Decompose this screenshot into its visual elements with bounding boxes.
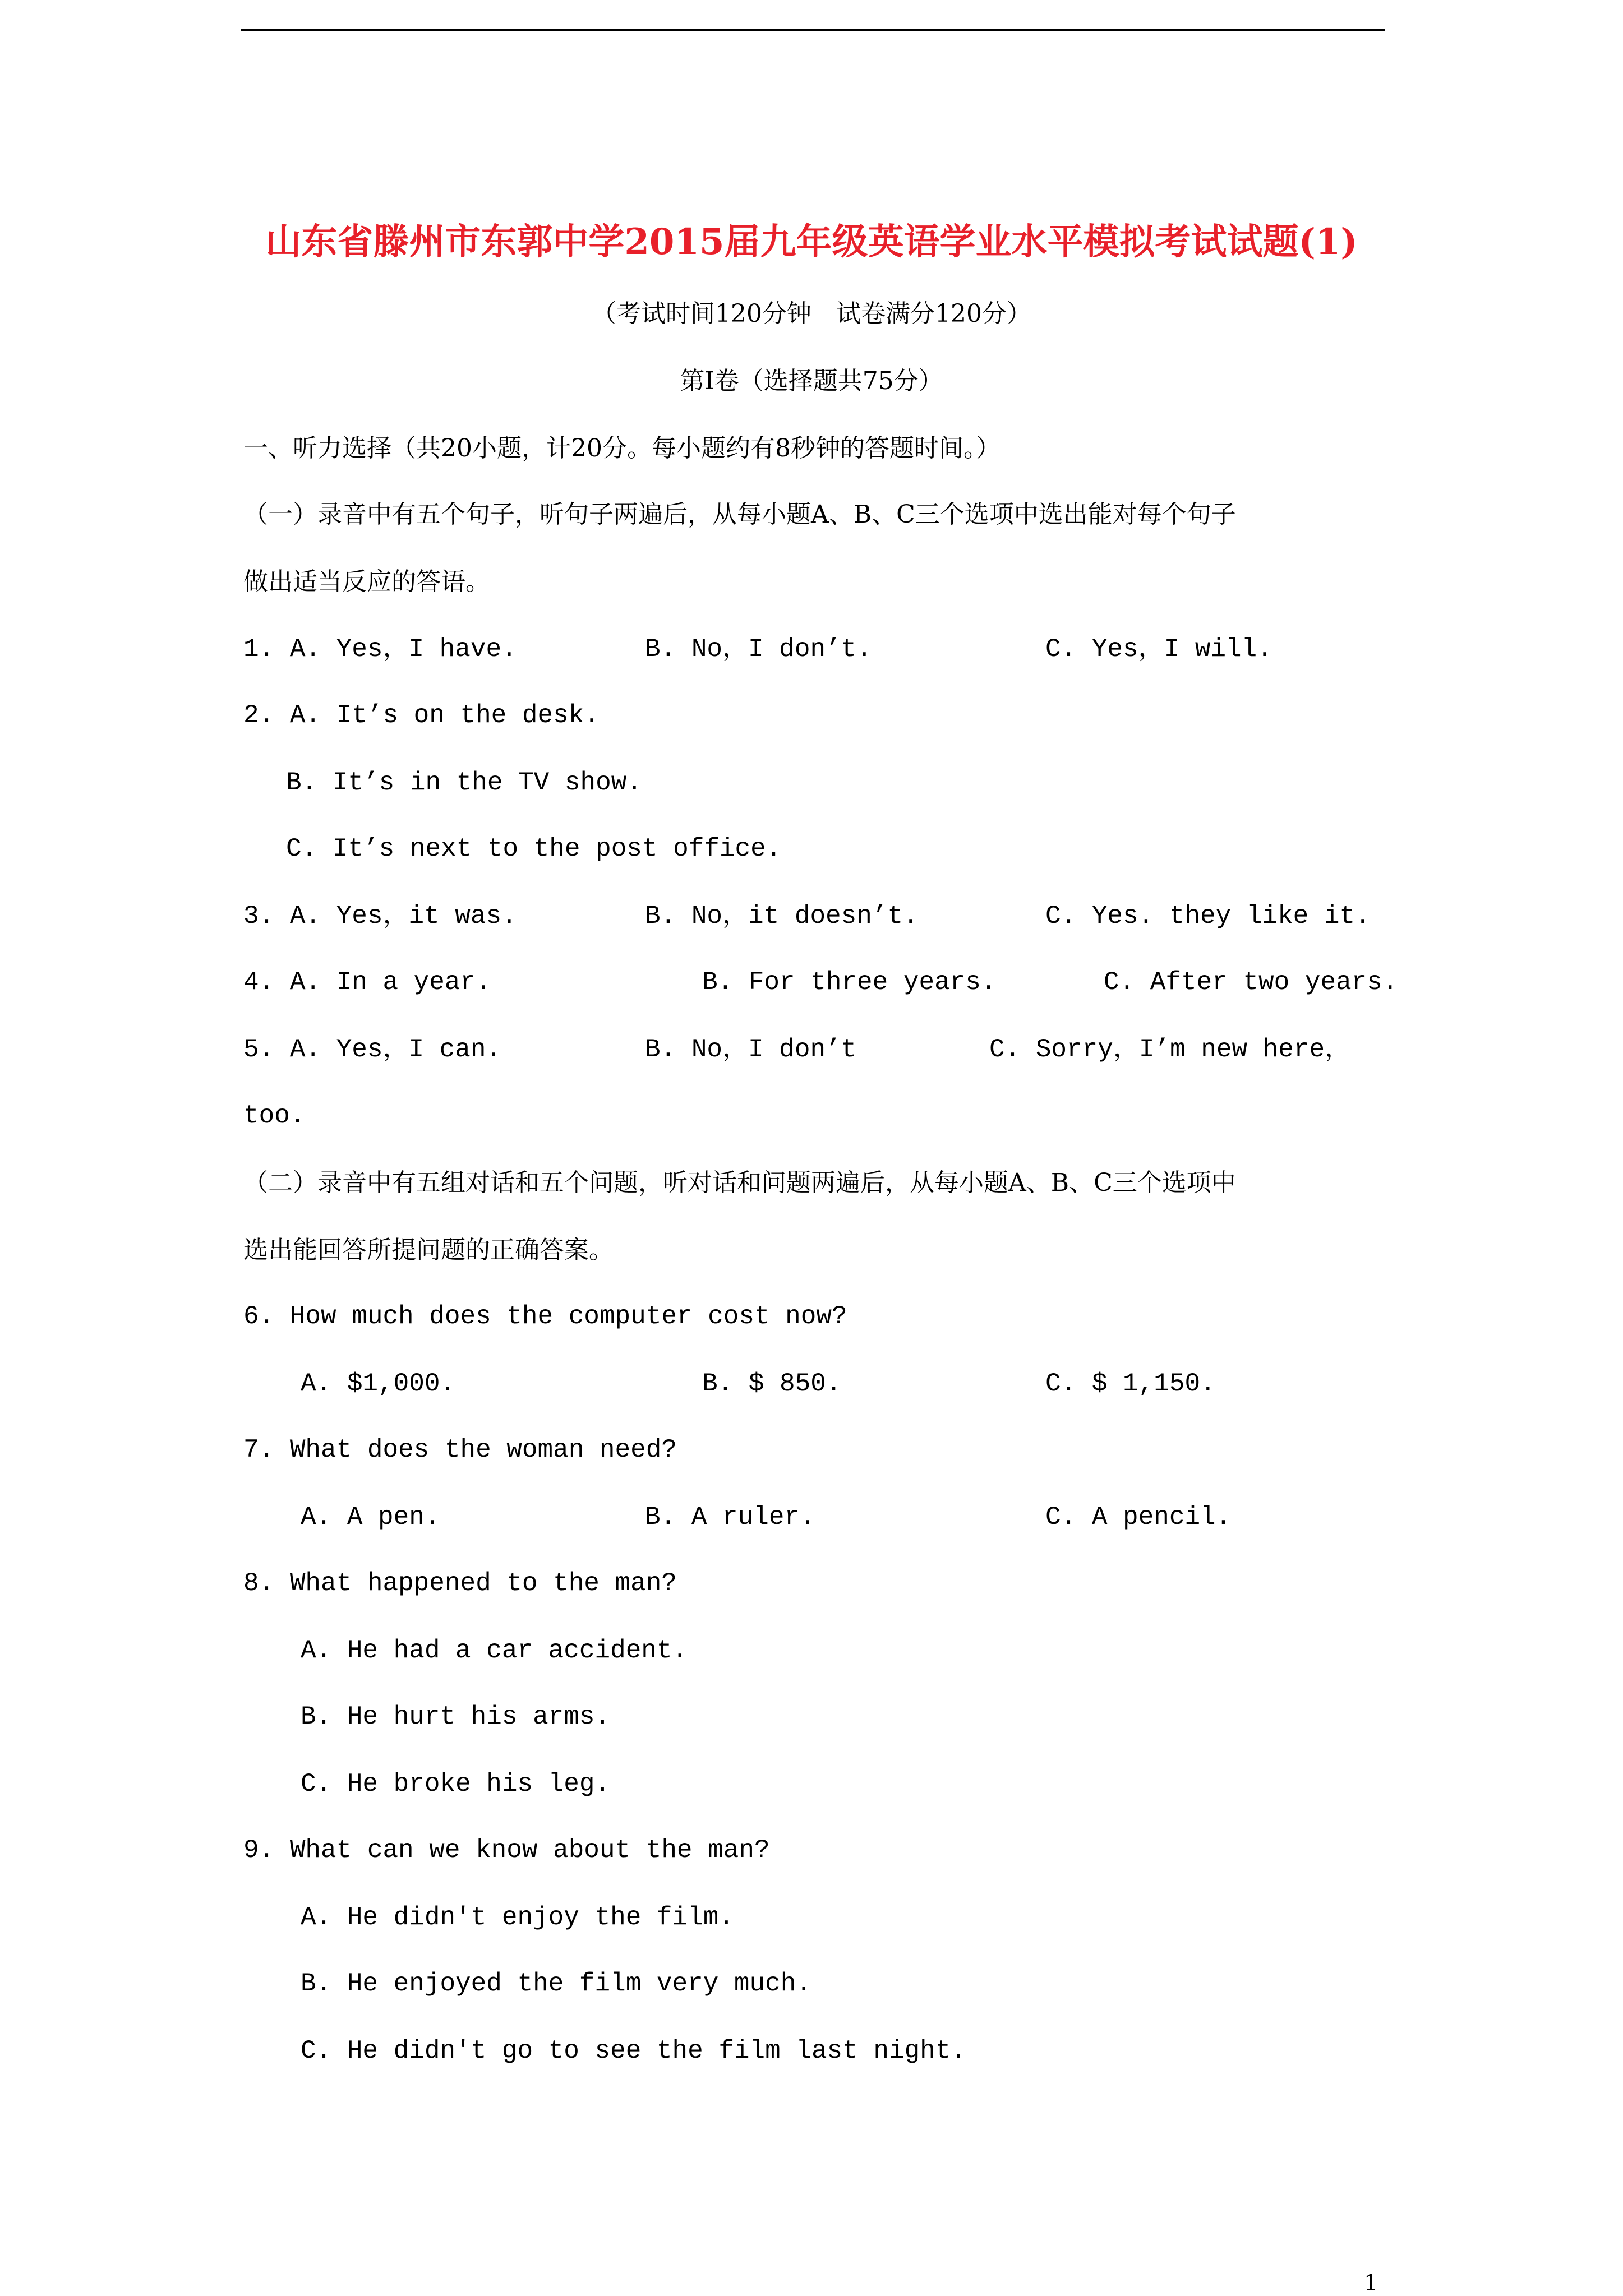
q3-option-a: 3. A. Yes，it was.: [243, 902, 517, 931]
q3-option-b: B. No，it doesn’t.: [645, 902, 919, 931]
q8-question: 8. What happened to the man?: [243, 1569, 677, 1598]
q4-option-a: 4. A. In a year.: [243, 968, 491, 997]
q9-question: 9. What can we know about the man?: [243, 1836, 770, 1865]
part1-instructions-line1: （一）录音中有五个句子，听句子两遍后，从每小题A、B、C三个选项中选出能对每个句子: [243, 500, 1236, 529]
q4-option-b: B. For three years.: [702, 968, 997, 997]
exam-info: （考试时间120分钟 试卷满分120分）: [592, 299, 1031, 328]
q5-option-c: C. Sorry，I’m new here，: [989, 1035, 1351, 1064]
header-rule: [241, 29, 1385, 31]
page-number: 1: [1364, 2270, 1378, 2296]
q6-option-c: C. $ 1,150.: [1045, 1369, 1216, 1398]
q5-option-a: 5. A. Yes，I can.: [243, 1035, 502, 1064]
q8-option-a: A. He had a car accident.: [301, 1636, 688, 1665]
part1-instructions-line2: 做出适当反应的答语。: [243, 567, 490, 596]
q9-option-c: C. He didn't go to see the film last night.: [301, 2036, 966, 2066]
section-heading: 一、听力选择（共20小题，计20分。每小题约有8秒钟的答题时间。）: [243, 434, 1000, 463]
part2-instructions-line2: 选出能回答所提问题的正确答案。: [243, 1236, 614, 1264]
q6-option-b: B. $ 850.: [702, 1369, 842, 1398]
q1-option-b: B. No，I don’t.: [645, 635, 872, 664]
q4-option-c: C. After two years.: [1104, 968, 1398, 997]
document-title: 山东省滕州市东郭中学2015届九年级英语学业水平模拟考试试题(1): [265, 221, 1358, 263]
q9-option-b: B. He enjoyed the film very much.: [301, 1969, 811, 1998]
q6-option-a: A. $1,000.: [301, 1369, 456, 1398]
q7-question: 7. What does the woman need?: [243, 1435, 677, 1465]
part2-instructions-line1: （二）录音中有五组对话和五个问题，听对话和问题两遍后，从每小题A、B、C三个选项中: [243, 1168, 1236, 1197]
q6-question: 6. How much does the computer cost now?: [243, 1302, 847, 1331]
q8-option-b: B. He hurt his arms.: [301, 1702, 611, 1731]
q8-option-c: C. He broke his leg.: [301, 1770, 611, 1799]
q1-option-a: 1. A. Yes，I have.: [243, 635, 517, 664]
q7-option-b: B. A ruler.: [645, 1503, 815, 1532]
q2-option-b: B. It’s in the TV show.: [286, 768, 642, 797]
q3-option-c: C. Yes. they like it.: [1045, 902, 1371, 931]
q5-option-c-continued: too.: [243, 1101, 306, 1130]
q2-option-c: C. It’s next to the post office.: [286, 834, 782, 863]
q7-option-a: A. A pen.: [301, 1503, 440, 1532]
q1-option-c: C. Yes，I will.: [1045, 635, 1272, 664]
q2-option-a: 2. A. It’s on the desk.: [243, 701, 600, 730]
q5-option-b: B. No，I don’t: [645, 1035, 857, 1064]
q9-option-a: A. He didn't enjoy the film.: [301, 1903, 734, 1932]
volume-heading: 第Ⅰ卷（选择题共75分）: [680, 367, 943, 395]
q7-option-c: C. A pencil.: [1045, 1503, 1232, 1532]
